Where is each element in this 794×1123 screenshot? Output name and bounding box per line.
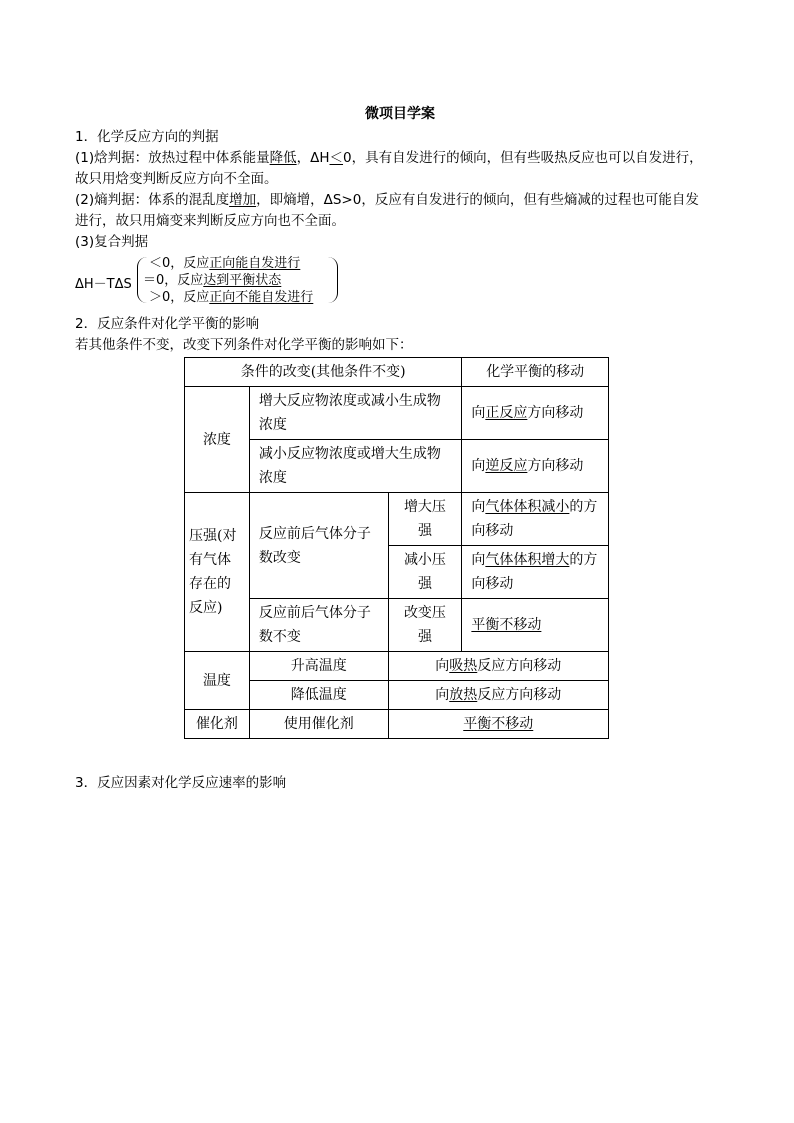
cell-shift: 向气体体积增大的方向移动 bbox=[462, 546, 609, 599]
entropy-criterion-line-2: 进行，故只用熵变来判断反应方向也不全面。 bbox=[75, 213, 345, 229]
section-2-heading: 2．反应条件对化学平衡的影响 bbox=[75, 316, 260, 332]
cell-condition: 降低温度 bbox=[249, 681, 388, 710]
table-row bbox=[185, 652, 609, 681]
cell-shift: 向气体体积减小的方向移动 bbox=[462, 493, 609, 546]
enthalpy-criterion-line-2: 故只用焓变判断反应方向不全面。 bbox=[75, 171, 278, 187]
cell-shift: 平衡不移动 bbox=[388, 710, 608, 739]
section-1-heading: 1．化学反应方向的判据 bbox=[75, 129, 219, 145]
row-label-temperature: 温度 bbox=[185, 652, 250, 710]
table-row bbox=[185, 710, 609, 739]
right-brace bbox=[327, 257, 338, 303]
blank-answer: 增加 bbox=[229, 192, 257, 208]
cell-shift: 向放热反应方向移动 bbox=[388, 681, 608, 710]
cell-sub-condition: 增大压强 bbox=[388, 493, 462, 546]
formula-case-zero: ＝0，反应达到平衡状态 bbox=[143, 273, 282, 288]
table-row bbox=[185, 493, 609, 546]
formula-case-positive: ＞0，反应正向不能自发进行 bbox=[149, 290, 314, 305]
entropy-criterion-line-1: (2)熵判据：体系的混乱度增加，即熵增，ΔS>0，反应有自发进行的倾向，但有些熵减的过程也可能自发 bbox=[75, 192, 699, 208]
row-label-pressure: 压强(对有气体存在的反应) bbox=[185, 493, 250, 652]
cell-condition: 升高温度 bbox=[249, 652, 388, 681]
cell-condition: 减小反应物浓度或增大生成物浓度 bbox=[249, 440, 461, 493]
cell-condition: 反应前后气体分子数改变 bbox=[249, 493, 388, 599]
cell-shift: 向吸热反应方向移动 bbox=[388, 652, 608, 681]
header-shift: 化学平衡的移动 bbox=[462, 358, 609, 387]
header-condition: 条件的改变(其他条件不变) bbox=[185, 358, 462, 387]
row-label-concentration: 浓度 bbox=[185, 387, 250, 493]
page-title: 微项目学案 bbox=[365, 106, 435, 122]
cell-shift: 平衡不移动 bbox=[462, 599, 609, 652]
table-row bbox=[185, 387, 609, 440]
enthalpy-criterion-line-1: (1)焓判据：放热过程中体系能量降低，ΔH＜0，具有自发进行的倾向，但有些吸热反应也可以自发进行， bbox=[75, 150, 703, 166]
blank-answer: ＜ bbox=[329, 150, 344, 166]
cell-sub-condition: 减小压强 bbox=[388, 546, 462, 599]
equilibrium-conditions-table bbox=[184, 357, 609, 739]
cell-condition: 增大反应物浓度或减小生成物浓度 bbox=[249, 387, 461, 440]
section-3-heading: 3．反应因素对化学反应速率的影响 bbox=[75, 775, 287, 791]
composite-criterion-heading: (3)复合判据 bbox=[75, 234, 149, 250]
row-label-catalyst: 催化剂 bbox=[185, 710, 250, 739]
cell-condition: 反应前后气体分子数不变 bbox=[249, 599, 388, 652]
cell-shift: 向正反应方向移动 bbox=[462, 387, 609, 440]
formula-case-negative: ＜0，反应正向能自发进行 bbox=[149, 256, 301, 271]
blank-answer: 降低 bbox=[269, 150, 297, 166]
formula-lhs: ΔH－TΔS bbox=[75, 277, 132, 292]
section-2-intro: 若其他条件不变，改变下列条件对化学平衡的影响如下： bbox=[75, 337, 413, 353]
cell-shift: 向逆反应方向移动 bbox=[462, 440, 609, 493]
cell-sub-condition: 改变压强 bbox=[388, 599, 462, 652]
cell-condition: 使用催化剂 bbox=[249, 710, 388, 739]
table-header-row bbox=[185, 358, 609, 387]
